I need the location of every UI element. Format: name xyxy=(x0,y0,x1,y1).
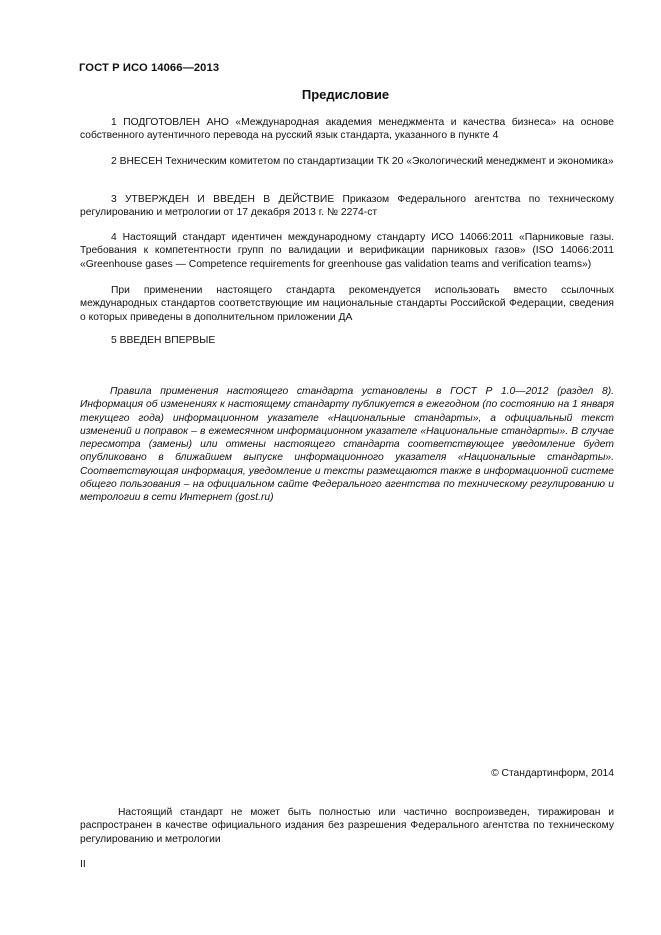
foreword-item-5: 5 ВВЕДЕН ВПЕРВЫЕ xyxy=(111,335,216,346)
foreword-item-2: 2 ВНЕСЕН Техническим комитетом по стандартизации ТК 20 «Экологический менеджмент и экономика» xyxy=(111,156,614,167)
foreword-item-4-note: При применении настоящего стандарта рекомендуется использовать вместо ссылочных международных стандартов соответствующие им национальные стандарты Российской Федерации, сведения о которых приведены в дополнительном приложении ДА xyxy=(80,285,614,323)
page-number: II xyxy=(80,859,86,870)
copyright-line: © Стандартинформ, 2014 xyxy=(491,768,614,779)
foreword-item-1: 1 ПОДГОТОВЛЕН АНО «Международная академия менеджмента и качества бизнеса» на основе собственного аутентичного перевода на русский язык стандарта, указанного в пункте 4 xyxy=(80,117,614,142)
reproduction-notice: Настоящий стандарт не может быть полностью или частично воспроизведен, тиражирован и распространен в качестве официального издания без разрешения Федерального агентства по техническому регулированию и метрологии xyxy=(80,807,614,845)
document-header-standard-id: ГОСТ Р ИСО 14066—2013 xyxy=(79,62,220,74)
section-title: Предисловие xyxy=(301,87,390,102)
foreword-item-3: 3 УТВЕРЖДЕН И ВВЕДЕН В ДЕЙСТВИЕ Приказом Федерального агентства по техническому регулированию и метрологии от 17 декабря 2013 г. № 2274-ст xyxy=(80,194,614,219)
usage-rules-note: Правила применения настоящего стандарта установлены в ГОСТ Р 1.0—2012 (раздел 8). Информация об изменениях к настоящему стандарту публикуется в ежегодном (по состоянию на 1 января текущего года) информационном указателе «Национальные стандарты», а официальный текст изменений и поправок – в ежемесячном информационном указателе «Национальные стандарты». В случае пересмотра (замены) или отмены настоящего стандарта соответствующее уведомление будет опубликовано в ближайшем выпуске информационного указателя «Национальные стандарты». Соответствующая информация, уведомление и тексты размещаются также в информационной системе общего пользования – на официальном сайте Федерального агентства по техническому регулированию и метрологии в сети Интернет (gost.ru) xyxy=(80,386,614,504)
foreword-item-4: 4 Настоящий стандарт идентичен международному стандарту ИСО 14066:2011 «Парниковые газы. Требования к компетентности групп по валидации и верификации парниковых газов» (ISO 14066:2011 «Greenhouse gases — Competence requirements for greenhouse gas validation teams and verification teams») xyxy=(80,232,614,270)
